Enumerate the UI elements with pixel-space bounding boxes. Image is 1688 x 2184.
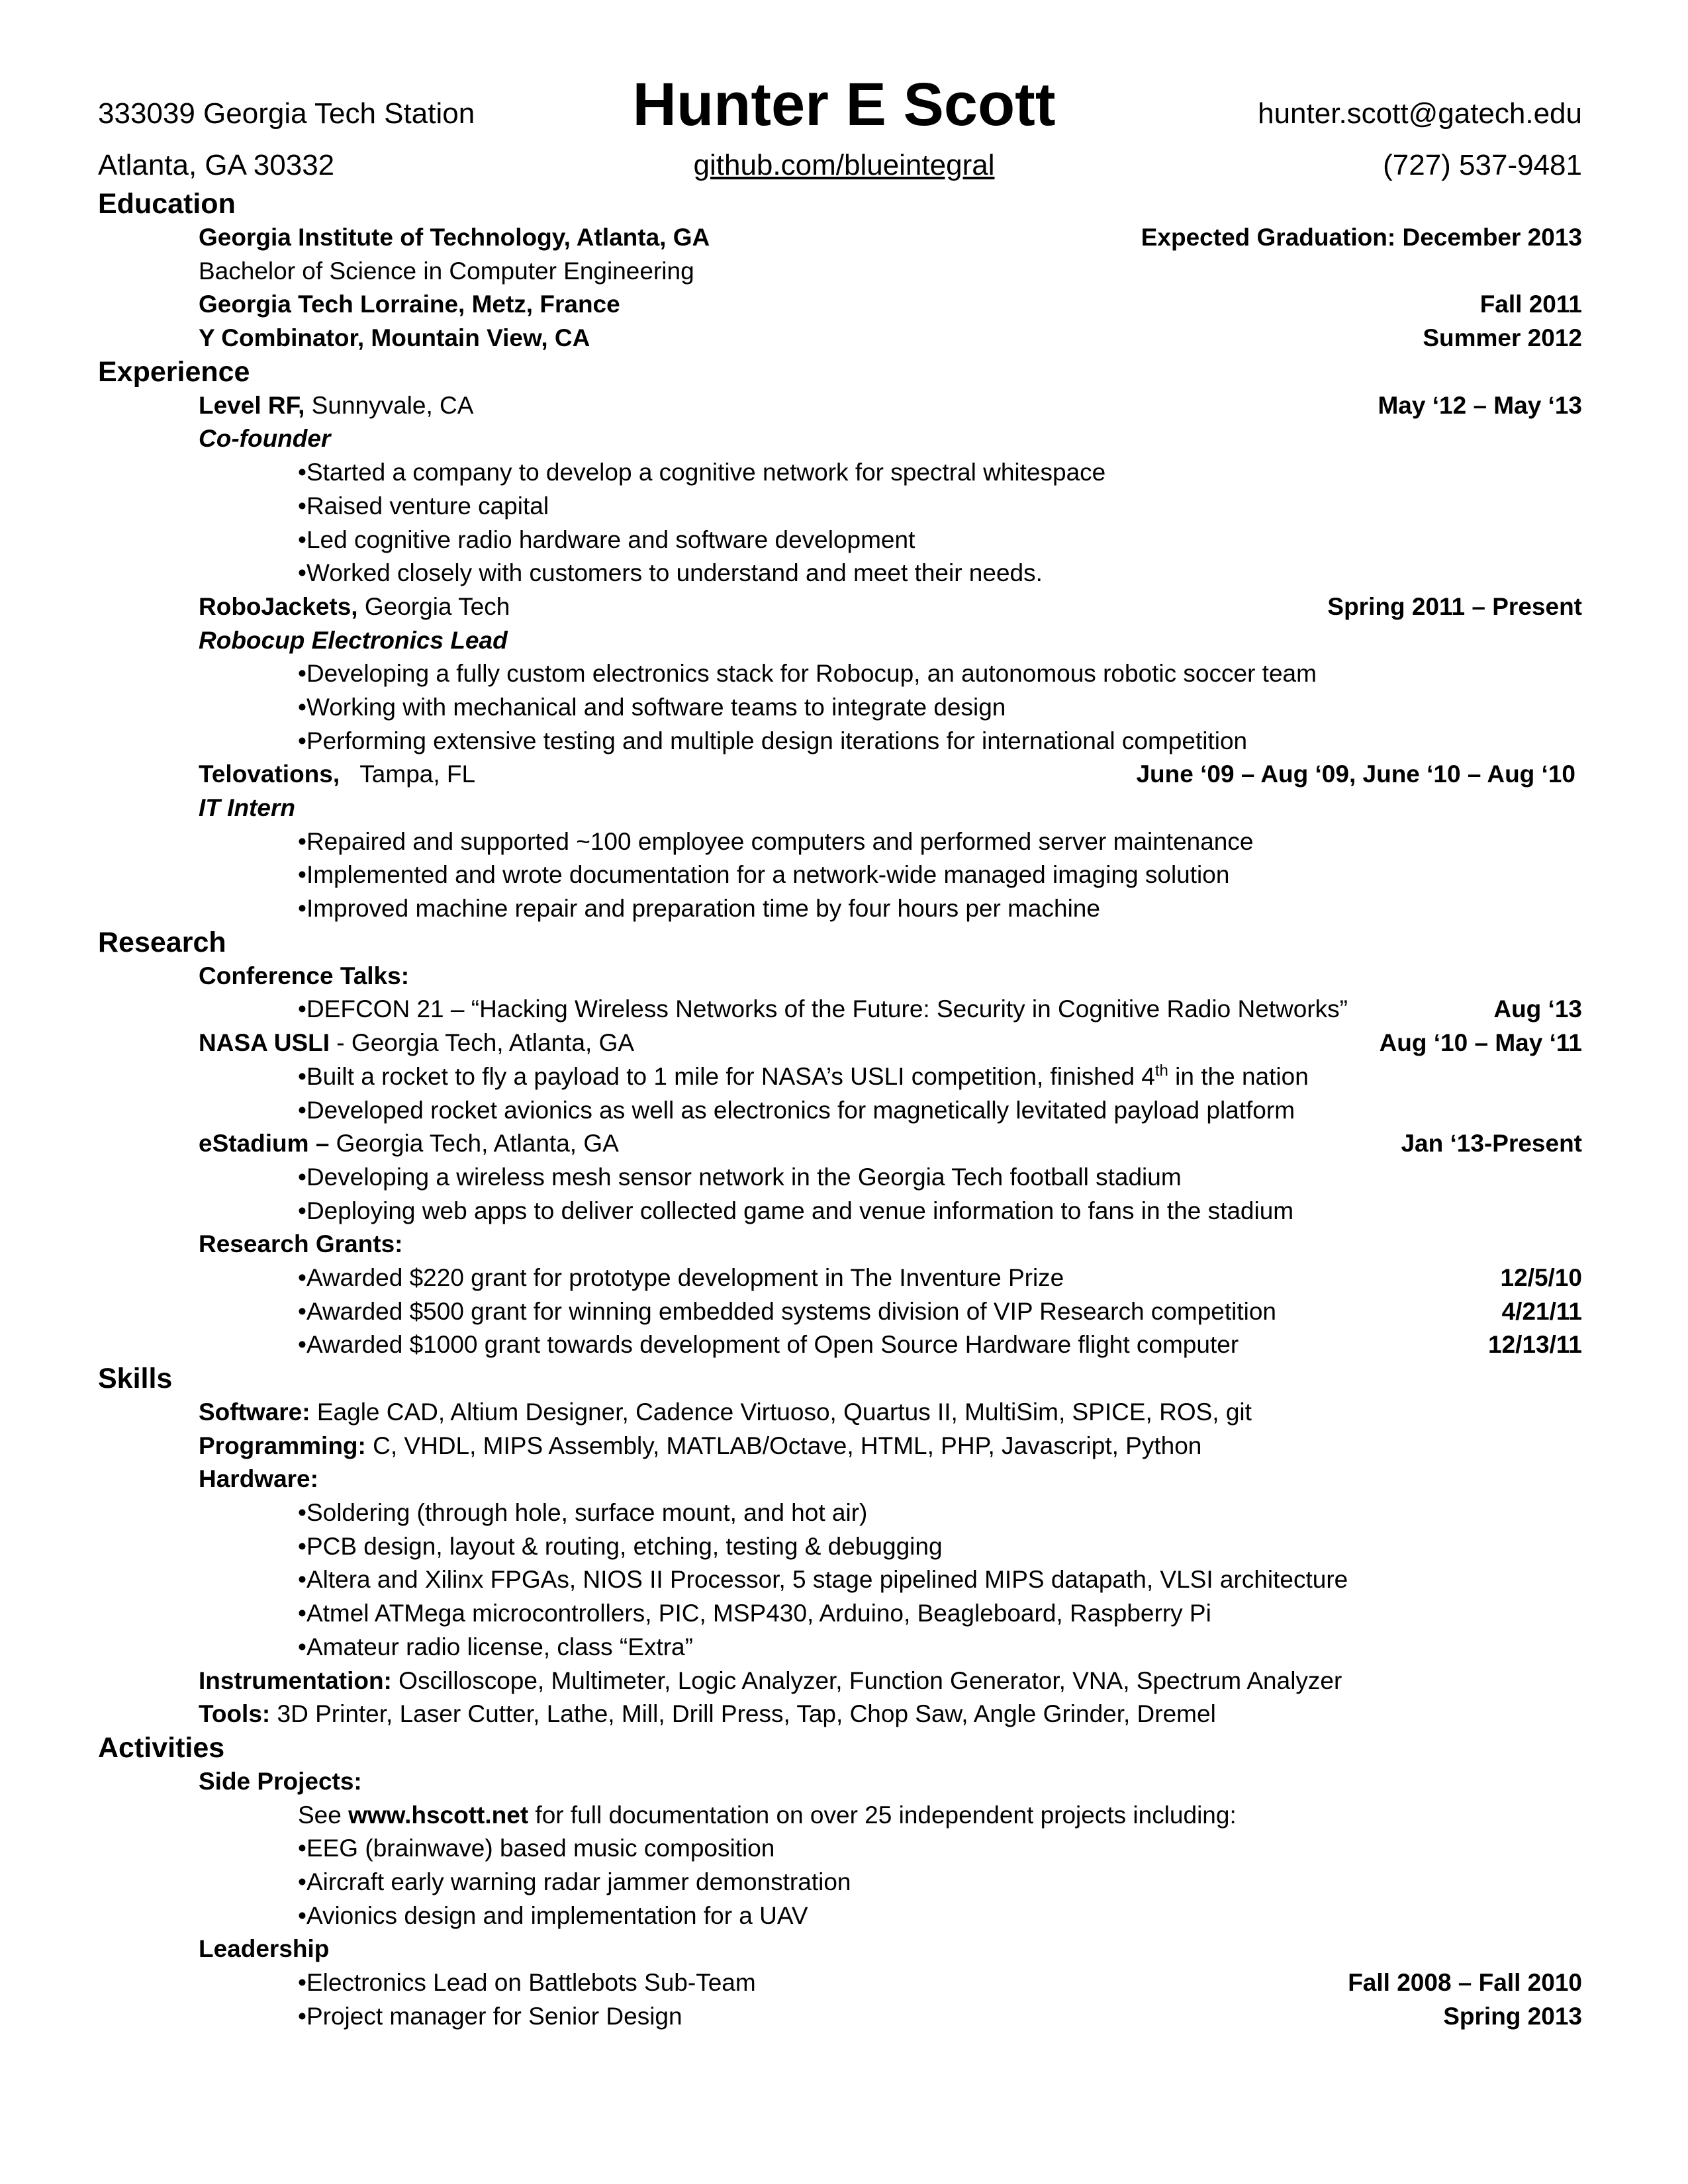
org-location: Sunnyvale, CA bbox=[305, 391, 474, 419]
job-title: IT Intern bbox=[199, 794, 295, 821]
skills-programming: Programming: C, VHDL, MIPS Assembly, MATLAB/Octave, HTML, PHP, Javascript, Python bbox=[199, 1432, 1202, 1459]
org-name: eStadium – bbox=[199, 1130, 330, 1158]
skills-tools: Tools: 3D Printer, Laser Cutter, Lathe, Mill, Drill Press, Tap, Chop Saw, Angle Grinder, Dremel bbox=[199, 1700, 1216, 1728]
org-name: NASA USLI bbox=[199, 1029, 330, 1057]
date: 4/21/11 bbox=[1501, 1297, 1582, 1325]
bullet-item: •Built a rocket to fly a payload to 1 mile for NASA’s USLI competition, finished 4th in the nation bbox=[298, 1062, 1309, 1090]
phone-number: (727) 537-9481 bbox=[1383, 149, 1582, 181]
bullet-item: •Raised venture capital bbox=[298, 492, 549, 520]
org-location: Tampa, FL bbox=[340, 760, 476, 788]
bullet-item: •Developed rocket avionics as well as electronics for magnetically levitated payload platform bbox=[298, 1096, 1295, 1124]
skills-hardware-label: Hardware: bbox=[199, 1465, 318, 1493]
date: Aug ‘13 bbox=[1493, 995, 1582, 1023]
bullet-item: •Developing a fully custom electronics stack for Robocup, an autonomous robotic soccer team bbox=[298, 660, 1317, 688]
resume-body bbox=[0, 187, 1688, 2033]
org-location: Georgia Tech bbox=[357, 592, 510, 620]
bullet-item: •Aircraft early warning radar jammer demonstration bbox=[298, 1868, 851, 1895]
side-projects-intro: See www.hscott.net for full documentation on over 25 independent projects including: bbox=[298, 1801, 1237, 1829]
bullet-item: •Project manager for Senior Design bbox=[298, 2002, 682, 2030]
bullet-item: •Developing a wireless mesh sensor network in the Georgia Tech football stadium bbox=[298, 1163, 1182, 1191]
skills-instrumentation: Instrumentation: Oscilloscope, Multimeter, Logic Analyzer, Function Generator, VNA, Spectrum Analyzer bbox=[199, 1666, 1342, 1694]
leadership-item bbox=[0, 1966, 1688, 2000]
subheading-research-grants: Research Grants: bbox=[199, 1230, 403, 1258]
org-location: Georgia Tech, Atlanta, GA bbox=[329, 1130, 619, 1158]
date: Jan ‘13-Present bbox=[1401, 1130, 1582, 1158]
section-heading-experience: Experience bbox=[98, 355, 250, 388]
github-link[interactable]: github.com/blueintegral bbox=[693, 149, 995, 181]
education-entry-gt bbox=[0, 221, 1688, 255]
job-telovations bbox=[0, 758, 1688, 792]
bullet-item: •Deploying web apps to deliver collected game and venue information to fans in the stadium bbox=[298, 1197, 1294, 1224]
org-name: Level RF, bbox=[199, 391, 305, 419]
education-entry-yc bbox=[0, 322, 1688, 355]
bullet-item: •Soldering (through hole, surface mount, and hot air) bbox=[298, 1499, 868, 1527]
bullet-item: •DEFCON 21 – “Hacking Wireless Networks of the Future: Security in Cognitive Radio Networks” bbox=[298, 995, 1348, 1023]
bullet-item: •Worked closely with customers to understand and meet their needs. bbox=[298, 559, 1043, 587]
date: 12/5/10 bbox=[1500, 1263, 1582, 1291]
date: Fall 2008 – Fall 2010 bbox=[1348, 1969, 1582, 1996]
bullet-item: •EEG (brainwave) based music composition bbox=[298, 1835, 775, 1862]
school-name: Georgia Tech Lorraine, Metz, France bbox=[199, 291, 620, 318]
address-line-2: Atlanta, GA 30332 bbox=[98, 149, 335, 181]
research-nasa-usli bbox=[0, 1026, 1688, 1060]
date: Expected Graduation: December 2013 bbox=[1141, 224, 1582, 251]
org-location: - Georgia Tech, Atlanta, GA bbox=[330, 1029, 635, 1057]
bullet-item: •Electronics Lead on Battlebots Sub-Team bbox=[298, 1969, 756, 1996]
date: Aug ‘10 – May ‘11 bbox=[1379, 1029, 1582, 1057]
section-heading-activities: Activities bbox=[98, 1731, 225, 1764]
date: Fall 2011 bbox=[1479, 291, 1582, 318]
email-link[interactable]: hunter.scott@gatech.edu bbox=[1258, 97, 1582, 130]
subheading-leadership: Leadership bbox=[199, 1935, 330, 1963]
date: May ‘12 – May ‘13 bbox=[1378, 391, 1582, 419]
job-level-rf bbox=[0, 389, 1688, 423]
bullet-item: •Working with mechanical and software teams to integrate design bbox=[298, 693, 1006, 721]
bullet-item: •Awarded $220 grant for prototype development in The Inventure Prize bbox=[298, 1263, 1064, 1291]
research-estadium bbox=[0, 1127, 1688, 1161]
date: Summer 2012 bbox=[1423, 324, 1582, 352]
bullet-item: •Improved machine repair and preparation time by four hours per machine bbox=[298, 895, 1100, 923]
talk-item bbox=[0, 993, 1688, 1026]
section-heading-education: Education bbox=[98, 188, 236, 220]
grant-item bbox=[0, 1261, 1688, 1295]
bullet-item: •PCB design, layout & routing, etching, testing & debugging bbox=[298, 1532, 943, 1560]
date: Spring 2013 bbox=[1443, 2002, 1582, 2030]
date: 12/13/11 bbox=[1488, 1331, 1582, 1359]
skills-software: Software: Eagle CAD, Altium Designer, Cadence Virtuoso, Quartus II, MultiSim, SPICE, ROS, git bbox=[199, 1398, 1252, 1426]
bullet-item: •Avionics design and implementation for a UAV bbox=[298, 1901, 808, 1929]
resume-name: Hunter E Scott bbox=[632, 71, 1056, 138]
leadership-item bbox=[0, 2000, 1688, 2034]
education-entry-gtl bbox=[0, 288, 1688, 322]
grant-item bbox=[0, 1328, 1688, 1362]
bullet-item: •Amateur radio license, class “Extra” bbox=[298, 1633, 693, 1661]
bullet-item: •Awarded $500 grant for winning embedded systems division of VIP Research competition bbox=[298, 1297, 1277, 1325]
section-heading-research: Research bbox=[98, 926, 226, 958]
bullet-item: •Led cognitive radio hardware and software development bbox=[298, 525, 915, 553]
org-name: RoboJackets, bbox=[199, 592, 358, 620]
org-name: Telovations, bbox=[199, 760, 340, 788]
school-name: Y Combinator, Mountain View, CA bbox=[199, 324, 590, 352]
address-line-1: 333039 Georgia Tech Station bbox=[98, 97, 475, 130]
bullet-item: •Started a company to develop a cognitive network for spectral whitespace bbox=[298, 459, 1106, 486]
bullet-item: •Atmel ATMega microcontrollers, PIC, MSP430, Arduino, Beagleboard, Raspberry Pi bbox=[298, 1600, 1211, 1627]
bullet-item: •Repaired and supported ~100 employee computers and performed server maintenance bbox=[298, 827, 1254, 855]
education-degree bbox=[0, 255, 1688, 289]
job-title: Co-founder bbox=[199, 425, 331, 453]
website-link[interactable]: www.hscott.net bbox=[348, 1801, 529, 1829]
degree: Bachelor of Science in Computer Engineering bbox=[199, 257, 694, 285]
job-robojackets bbox=[0, 590, 1688, 624]
grant-item bbox=[0, 1295, 1688, 1329]
date: June ‘09 – Aug ‘09, June ‘10 – Aug ‘10 bbox=[1136, 760, 1575, 788]
subheading-side-projects: Side Projects: bbox=[199, 1767, 362, 1795]
bullet-item: •Awarded $1000 grant towards development of Open Source Hardware flight computer bbox=[298, 1331, 1239, 1359]
school-name: Georgia Institute of Technology, Atlanta, GA bbox=[199, 224, 710, 251]
bullet-item: •Altera and Xilinx FPGAs, NIOS II Processor, 5 stage pipelined MIPS datapath, VLSI architecture bbox=[298, 1566, 1348, 1594]
section-heading-skills: Skills bbox=[98, 1363, 173, 1394]
bullet-item: •Performing extensive testing and multiple design iterations for international competition bbox=[298, 727, 1248, 754]
subheading-conference-talks: Conference Talks: bbox=[199, 962, 410, 989]
date: Spring 2011 – Present bbox=[1327, 592, 1582, 620]
bullet-item: •Implemented and wrote documentation for a network-wide managed imaging solution bbox=[298, 861, 1230, 889]
job-title: Robocup Electronics Lead bbox=[199, 626, 508, 654]
